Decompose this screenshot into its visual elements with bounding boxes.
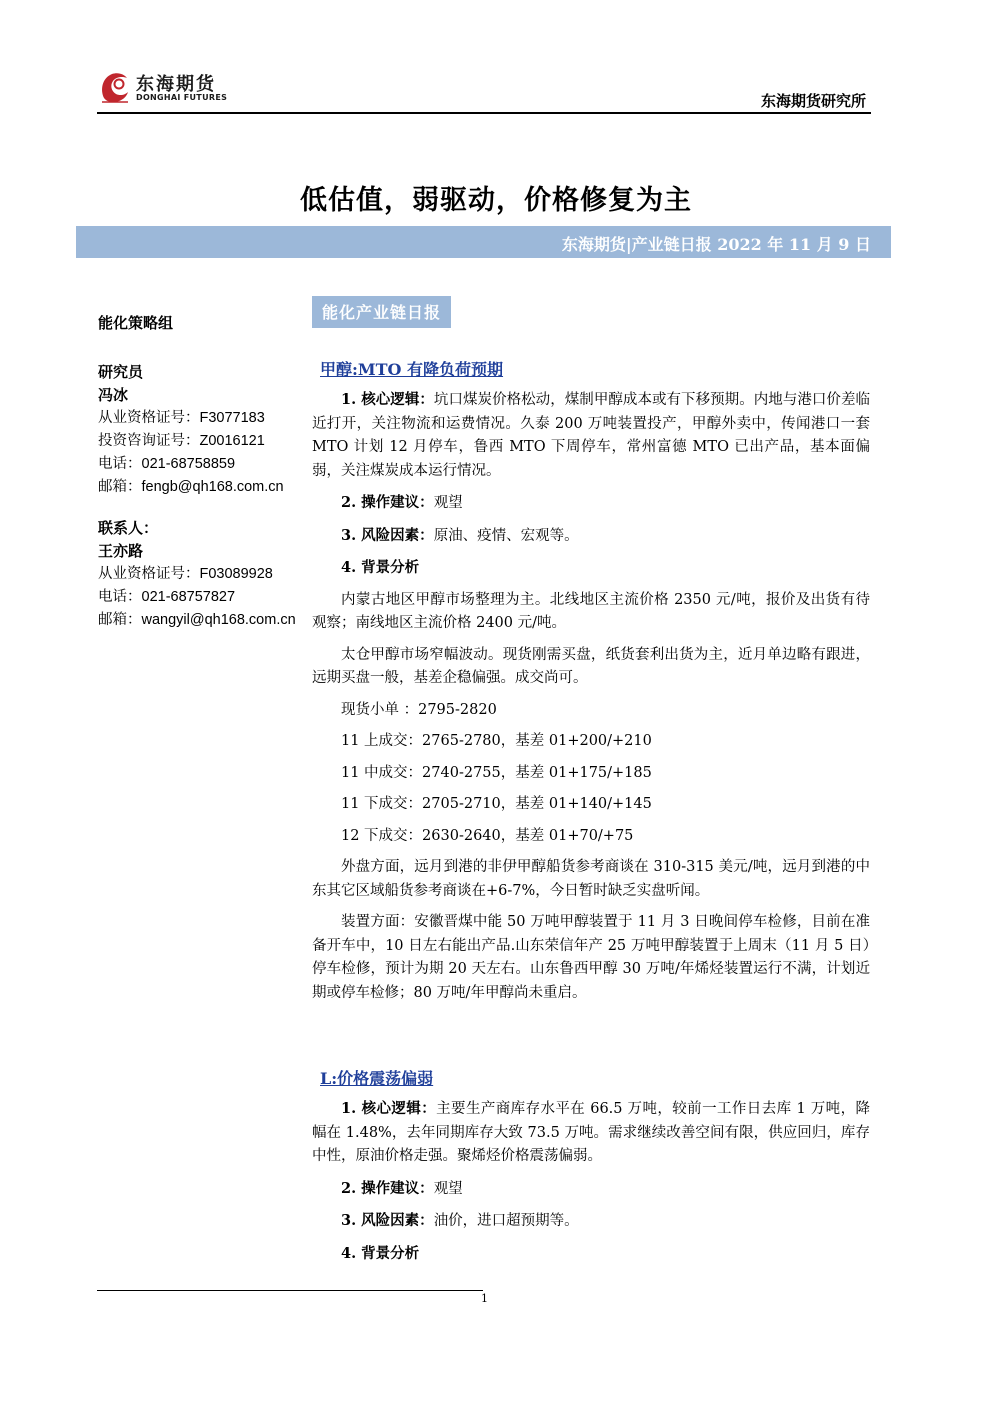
methanol-bg-paragraph: 装置方面：安徽晋煤中能 50 万吨甲醇装置于 11 月 3 日晚间停车检修，目前在准备开车中，10 日左右能出产品.山东荣信年产 25 万吨甲醇装置于上周末（11 月 5 日）停车检修，预计为期 20 天左右。山东鲁西甲醇 30 万吨/年烯烃装置运行不满，计划近期或停车检修；80 万吨/年甲醇尚未重启。 <box>312 914 870 1001</box>
methanol-bg-paragraph: 太仓甲醇市场窄幅波动。现货刚需买盘，纸货套利出货为主，近月单边略有跟进，远期买盘一般，基差企稳偏强。成交尚可。 <box>312 646 870 686</box>
methanol-risk: 3. 风险因素：原油、疫情、宏观等。 <box>341 526 579 544</box>
methanol-price-line: 11 上成交：2765-2780，基差 01+200/+210 <box>341 733 652 749</box>
methanol-background-heading: 4. 背景分析 <box>341 559 420 576</box>
researcher-email[interactable]: 邮箱：fengb@qh168.com.cn <box>98 479 284 495</box>
logo-english-name: DONGHAI FUTURES <box>136 93 228 102</box>
page-number: 1 <box>481 1292 488 1305</box>
section-tag: 能化产业链日报 <box>312 296 451 328</box>
logo-chinese-name: 东海期货 <box>136 74 216 95</box>
institute-name: 东海期货研究所 <box>760 92 866 110</box>
methanol-price-line: 现货小单 ：2795-2820 <box>341 701 497 718</box>
researcher-invest-cert: 投资咨询证号：Z0016121 <box>98 433 265 449</box>
methanol-price-line: 11 中成交：2740-2755，基差 01+175/+185 <box>341 764 652 781</box>
researcher-phone: 电话：021-68758859 <box>98 456 236 472</box>
report-banner <box>76 226 891 258</box>
l-risk: 3. 风险因素：油价，进口超预期等。 <box>341 1212 579 1229</box>
dragon-logo-icon <box>98 68 132 104</box>
researcher-name: 冯冰 <box>98 386 129 404</box>
contact-phone: 电话：021-68757827 <box>98 589 236 605</box>
contact-heading: 联系人： <box>98 519 159 537</box>
methanol-bg-paragraph: 内蒙古地区甲醇市场整理为主。北线地区主流价格 2350 元/吨，报价及出货有待观察；南线地区主流价格 2400 元/吨。 <box>312 591 870 631</box>
footer-divider <box>97 1290 483 1291</box>
strategy-group: 能化策略组 <box>98 314 174 332</box>
report-title: 低估值，弱驱动，价格修复为主 <box>300 185 692 216</box>
methanol-bg-paragraph: 外盘方面，远月到港的非伊甲醇船货参考商谈在 310-315 美元/吨，远月到港的中东其它区域船货参考商谈在+6-7%，今日暂时缺乏实盘听闻。 <box>312 859 870 899</box>
methanol-advice: 2. 操作建议：观望 <box>341 494 463 511</box>
l-advice: 2. 操作建议：观望 <box>341 1179 463 1197</box>
contact-cert: 从业资格证号：F03089928 <box>98 566 273 582</box>
company-logo <box>98 68 228 108</box>
methanol-price-line: 12 下成交：2630-2640，基差 01+70/+75 <box>341 827 634 844</box>
researcher-heading: 研究员 <box>98 363 144 381</box>
contact-email[interactable]: 邮箱：wangyil@qh168.com.cn <box>98 612 296 628</box>
methanol-price-line: 11 下成交：2705-2710，基差 01+140/+145 <box>341 796 652 812</box>
methanol-core-logic: 1. 核心逻辑：坑口煤炭价格松动，煤制甲醇成本或有下移预期。内地与港口价差临近打开，关注物流和运费情况。久泰 200 万吨装置投产，甲醇外卖中，传闻港口一套 MTO 计划 12 月停车，鲁西 MTO 下周停车，常州富德 MTO 已出产品，基本面偏弱，关注煤炭成本运行情况。 <box>312 391 871 479</box>
contact-name: 王亦路 <box>98 542 144 560</box>
banner-text: 东海期货|产业链日报 2022 年 11 月 9 日 <box>561 235 871 254</box>
report-body <box>312 296 870 1274</box>
l-background-heading: 4. 背景分析 <box>341 1244 420 1262</box>
header-divider <box>97 112 871 114</box>
researcher-cert: 从业资格证号：F3077183 <box>98 410 265 426</box>
sidebar-contacts <box>98 312 308 632</box>
l-section-title[interactable]: L:价格震荡偏弱 <box>320 1069 434 1088</box>
methanol-section-title[interactable]: 甲醇:MTO 有降负荷预期 <box>320 360 504 379</box>
l-core-logic: 1. 核心逻辑：主要生产商库存水平在 66.5 万吨，较前一工作日去库 1 万吨，降幅在 1.48%，去年同期库存大致 73.5 万吨。需求继续改善空间有限，供应回归，库存中性，原油价格走强。聚烯烃价格震荡偏弱。 <box>312 1100 870 1164</box>
